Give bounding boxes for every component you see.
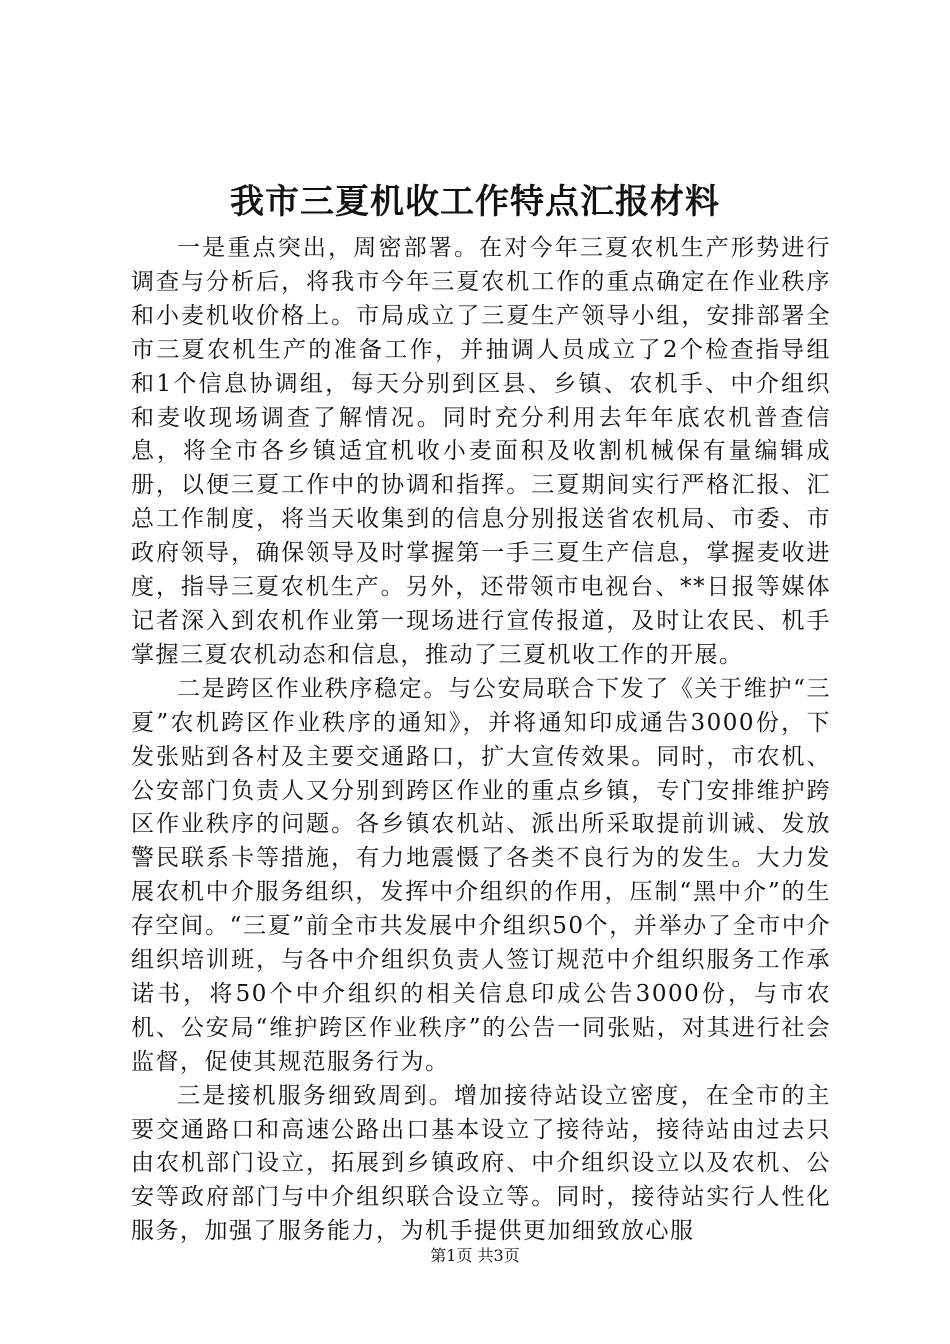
document-title: 我市三夏机收工作特点汇报材料 — [230, 182, 720, 222]
paragraph-2: 二是跨区作业秩序稳定。与公安局联合下发了《关于维护“三夏”农机跨区作业秩序的通知》，并将通知印成通告3000份，下发张贴到各村及主要交通路口，扩大宣传效果。同时，市农机、公安部门负责人又分别到跨区作业的重点乡镇，专门安排维护跨区作业秩序的问题。各乡镇农机站、派出所采取提前训诫、发放警民联系卡等措施，有力地震慑了各类不良行为的发生。大力发展农机中介服务组织，发挥中介组织的作用，压制“黑中介”的生存空间。“三夏”前全市共发展中介组织50个，并举办了全市中介组织培训班，与各中介组织负责人签订规范中介组织服务工作承诺书，将50个中介组织的相关信息印成公告3000份，与市农机、公安局“维护跨区作业秩序”的公告一同张贴，对其进行社会监督，促使其规范服务行为。 — [131, 675, 831, 1075]
document-body — [131, 232, 831, 1249]
page-footer: 第1页 共3页 — [430, 1246, 520, 1265]
paragraph-3: 三是接机服务细致周到。增加接待站设立密度，在全市的主要交通路口和高速公路出口基本设立了接待站，接待站由过去只由农机部门设立，拓展到乡镇政府、中介组织设立以及农机、公安等政府部门与中介组织联合设立等。同时，接待站实行人性化服务，加强了服务能力，为机手提供更加细致放心服 — [131, 1082, 831, 1245]
paragraph-1: 一是重点突出，周密部署。在对今年三夏农机生产形势进行调查与分析后，将我市今年三夏农机工作的重点确定在作业秩序和小麦机收价格上。市局成立了三夏生产领导小组，安排部署全市三夏农机生产的准备工作，并抽调人员成立了2个检查指导组和1个信息协调组，每天分别到区县、乡镇、农机手、中介组织和麦收现场调查了解情况。同时充分利用去年年底农机普查信息，将全市各乡镇适宜机收小麦面积及收割机械保有量编辑成册，以便三夏工作中的协调和指挥。三夏期间实行严格汇报、汇总工作制度，将当天收集到的信息分别报送省农机局、市委、市政府领导，确保领导及时掌握第一手三夏生产信息，掌握麦收进度，指导三夏农机生产。另外，还带领市电视台、**日报等媒体记者深入到农机作业第一现场进行宣传报道，及时让农民、机手掌握三夏农机动态和信息，推动了三夏机收工作的开展。 — [131, 235, 831, 668]
